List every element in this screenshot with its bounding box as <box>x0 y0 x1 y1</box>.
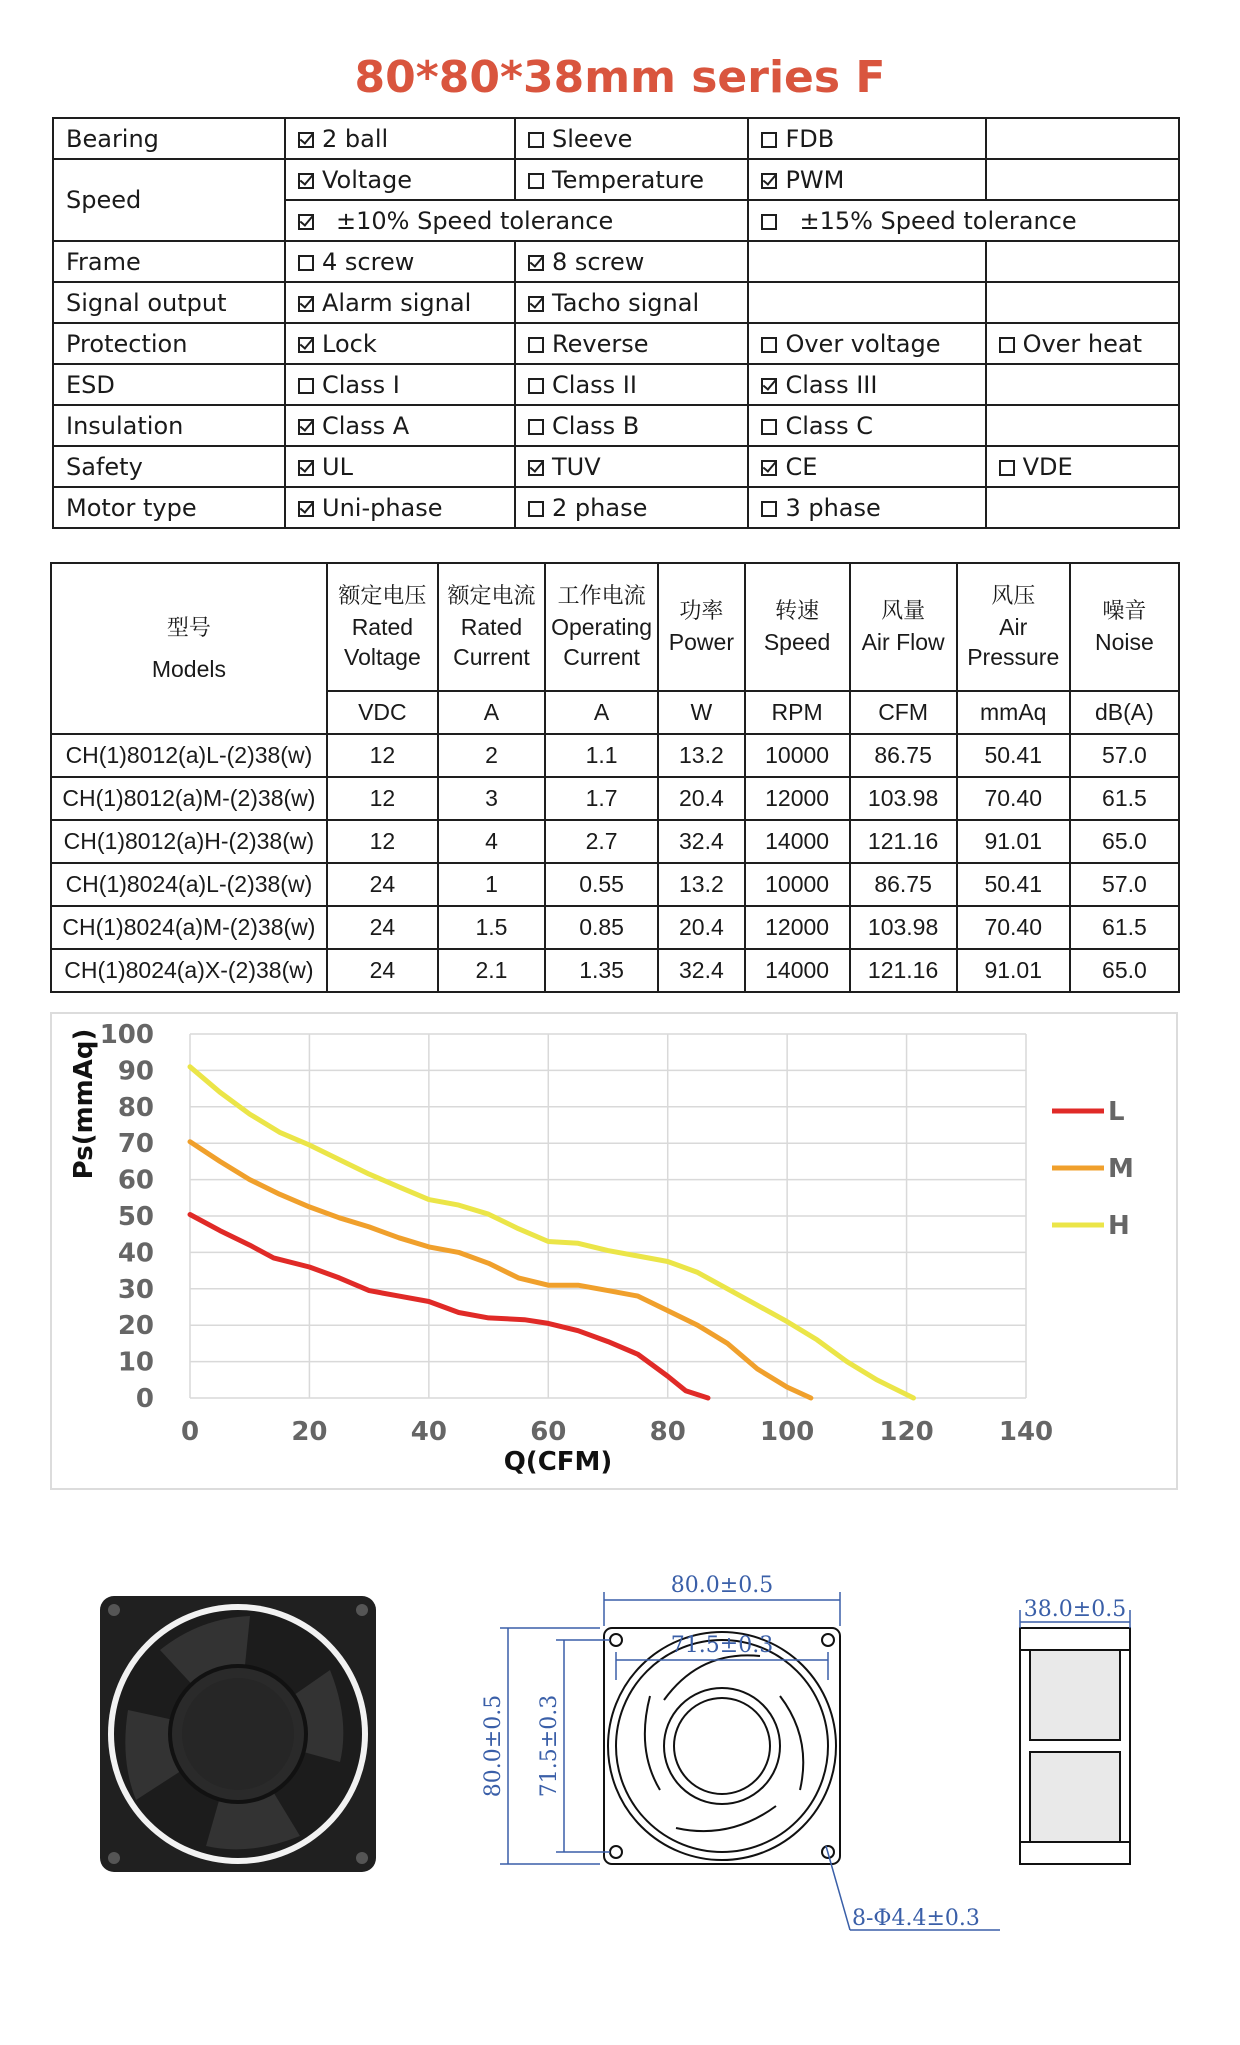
x-tick-label: 20 <box>291 1417 328 1447</box>
x-tick-label: 80 <box>649 1417 686 1447</box>
spec-row-label: ESD <box>53 364 285 405</box>
pq-curve-chart <box>50 1012 1178 1490</box>
spec-option-cell <box>748 487 985 528</box>
header-en: Operating <box>551 614 653 640</box>
value-cell: 70.40 <box>957 906 1070 949</box>
chart-svg <box>52 1014 1176 1488</box>
spec-row-label: Insulation <box>53 405 285 446</box>
checked-box-icon <box>761 378 777 394</box>
spec-row <box>53 405 1179 446</box>
inner-height-dim: 71.5±0.3 <box>537 1694 562 1798</box>
spec-option-cell <box>748 200 1179 241</box>
value-cell: 86.75 <box>850 734 957 777</box>
value-cell: 121.16 <box>850 820 957 863</box>
spec-row-label: Protection <box>53 323 285 364</box>
spec-option-cell <box>515 118 748 159</box>
spec-option-cell <box>515 282 748 323</box>
unit-cell: W <box>658 691 744 734</box>
series-line-H <box>190 1067 914 1398</box>
value-cell: 86.75 <box>850 863 957 906</box>
unchecked-box-icon <box>298 255 314 271</box>
header-en: Pressure <box>967 644 1060 670</box>
depth-dim: 38.0±0.5 <box>1023 1597 1127 1622</box>
spec-option-cell <box>515 364 748 405</box>
value-cell: 3 <box>438 777 545 820</box>
model-cell: CH(1)8012(a)M-(2)38(w) <box>51 777 327 820</box>
spec-row <box>53 323 1179 364</box>
spec-option-cell <box>986 446 1179 487</box>
holes-dim: 8-Φ4.4±0.3 <box>852 1906 980 1931</box>
y-tick-label: 60 <box>117 1165 154 1196</box>
value-cell: 65.0 <box>1070 820 1179 863</box>
spec-option-cell <box>748 446 985 487</box>
unchecked-box-icon <box>761 132 777 148</box>
value-cell: 32.4 <box>658 949 744 992</box>
header-en: Rated <box>351 614 414 640</box>
spec-option-cell <box>986 118 1179 159</box>
value-cell: 61.5 <box>1070 906 1179 949</box>
value-cell: 61.5 <box>1070 777 1179 820</box>
model-cell: CH(1)8024(a)L-(2)38(w) <box>51 863 327 906</box>
x-tick-label: 140 <box>998 1417 1054 1447</box>
spec-option-label: VDE <box>1022 452 1073 481</box>
spec-option-cell <box>748 118 985 159</box>
header-zh: 额定电压 <box>338 584 427 609</box>
spec-option-cell <box>986 364 1179 405</box>
unchecked-box-icon <box>999 337 1015 353</box>
checked-box-icon <box>528 296 544 312</box>
value-cell: 13.2 <box>658 734 744 777</box>
spec-option-label: PWM <box>785 165 845 194</box>
value-cell: 2.7 <box>545 820 658 863</box>
spec-option-label: Class II <box>552 370 637 399</box>
value-cell: 1.7 <box>545 777 658 820</box>
unit-cell: dB(A) <box>1070 691 1179 734</box>
models-table <box>50 562 1180 993</box>
spec-option-cell <box>986 241 1179 282</box>
header-en: Air Flow <box>861 629 945 655</box>
spec-option-cell <box>515 405 748 446</box>
models-header-row <box>51 563 1179 691</box>
front-view-drawing <box>604 1628 840 1864</box>
header-zh: 转速 <box>775 599 820 624</box>
y-axis-label: Ps(mmAq) <box>69 1028 99 1180</box>
spec-option-cell <box>285 323 515 364</box>
spec-row-label: Safety <box>53 446 285 487</box>
value-cell: 10000 <box>745 734 850 777</box>
spec-option-cell <box>285 118 515 159</box>
spec-option-cell <box>285 405 515 446</box>
spec-option-label: Class B <box>552 411 640 440</box>
value-cell: 24 <box>327 863 438 906</box>
unchecked-box-icon <box>528 378 544 394</box>
spec-row <box>53 241 1179 282</box>
unchecked-box-icon <box>999 460 1015 476</box>
spec-row <box>53 118 1179 159</box>
checked-box-icon <box>761 460 777 476</box>
x-tick-label: 60 <box>530 1417 567 1447</box>
value-cell: 65.0 <box>1070 949 1179 992</box>
spec-row <box>53 446 1179 487</box>
x-tick-label: 120 <box>879 1417 934 1447</box>
value-cell: 50.41 <box>957 863 1070 906</box>
y-tick-label: 80 <box>117 1092 154 1123</box>
value-cell: 24 <box>327 949 438 992</box>
spec-row <box>53 282 1179 323</box>
y-tick-label: 10 <box>117 1347 154 1378</box>
checked-box-icon <box>298 419 314 435</box>
fan-photo <box>100 1596 376 1872</box>
spec-option-cell <box>748 241 985 282</box>
value-cell: 12 <box>327 734 438 777</box>
value-cell: 2.1 <box>438 949 545 992</box>
spec-option-label: Class III <box>785 370 878 399</box>
spec-option-cell <box>285 241 515 282</box>
side-view-drawing <box>1020 1628 1130 1864</box>
spec-row-label: Bearing <box>53 118 285 159</box>
legend-label-L: L <box>1108 1097 1125 1127</box>
spec-option-label: Tacho signal <box>552 288 700 317</box>
spec-table <box>52 117 1180 529</box>
value-cell: 32.4 <box>658 820 744 863</box>
unit-cell: VDC <box>327 691 438 734</box>
spec-option-label: Reverse <box>552 329 649 358</box>
spec-option-cell <box>285 159 515 200</box>
unchecked-box-icon <box>528 337 544 353</box>
value-cell: 12000 <box>745 906 850 949</box>
spec-row-label: Motor type <box>53 487 285 528</box>
model-cell: CH(1)8024(a)M-(2)38(w) <box>51 906 327 949</box>
unit-cell: CFM <box>850 691 957 734</box>
value-cell: 20.4 <box>658 906 744 949</box>
table-row <box>51 949 1179 992</box>
value-cell: 57.0 <box>1070 734 1179 777</box>
header-zh: 额定电流 <box>447 584 536 609</box>
unchecked-box-icon <box>298 378 314 394</box>
spec-row <box>53 159 1179 200</box>
value-cell: 24 <box>327 906 438 949</box>
value-cell: 20.4 <box>658 777 744 820</box>
spec-option-cell <box>748 364 985 405</box>
spec-option-label: Voltage <box>322 165 413 194</box>
checked-box-icon <box>298 173 314 189</box>
spec-option-label: CE <box>785 452 818 481</box>
value-cell: 4 <box>438 820 545 863</box>
legend-label-H: H <box>1108 1211 1130 1241</box>
checked-box-icon <box>761 173 777 189</box>
y-tick-label: 40 <box>117 1238 154 1269</box>
spec-option-cell <box>986 159 1179 200</box>
header-en: Rated <box>460 614 523 640</box>
y-tick-label: 30 <box>117 1274 154 1305</box>
spec-option-label: 2 ball <box>322 124 389 153</box>
x-axis-label: Q(CFM) <box>503 1447 613 1477</box>
model-cell: CH(1)8024(a)X-(2)38(w) <box>51 949 327 992</box>
spec-option-label: Sleeve <box>552 124 633 153</box>
spec-option-cell <box>986 405 1179 446</box>
spec-option-label: Lock <box>322 329 377 358</box>
value-cell: 1.5 <box>438 906 545 949</box>
value-cell: 12000 <box>745 777 850 820</box>
inner-width-dim: 71.5±0.3 <box>670 1633 774 1658</box>
unit-cell: A <box>545 691 658 734</box>
column-header-cell <box>327 563 438 691</box>
unchecked-box-icon <box>761 419 777 435</box>
spec-option-cell <box>986 282 1179 323</box>
header-zh: 型号 <box>166 615 211 641</box>
spec-option-label: Alarm signal <box>322 288 472 317</box>
spec-option-cell <box>285 364 515 405</box>
spec-option-label: 8 screw <box>552 247 645 276</box>
spec-option-label: Over heat <box>1022 329 1143 358</box>
value-cell: 14000 <box>745 949 850 992</box>
spec-option-cell <box>515 241 748 282</box>
model-cell: CH(1)8012(a)L-(2)38(w) <box>51 734 327 777</box>
outer-height-dim: 80.0±0.5 <box>481 1694 506 1798</box>
header-zh: 风量 <box>881 599 926 624</box>
spec-option-cell <box>515 159 748 200</box>
column-header-cell <box>1070 563 1179 691</box>
spec-row <box>53 364 1179 405</box>
checked-box-icon <box>298 132 314 148</box>
value-cell: 13.2 <box>658 863 744 906</box>
spec-option-cell <box>748 282 985 323</box>
y-tick-label: 100 <box>99 1020 154 1050</box>
spec-option-label: FDB <box>785 124 835 153</box>
checked-box-icon <box>528 255 544 271</box>
unchecked-box-icon <box>528 132 544 148</box>
column-header-cell <box>438 563 545 691</box>
value-cell: 0.55 <box>545 863 658 906</box>
spec-option-label: Class I <box>322 370 400 399</box>
header-en: Voltage <box>344 644 421 670</box>
value-cell: 91.01 <box>957 949 1070 992</box>
header-en: Models <box>151 655 226 682</box>
y-tick-label: 0 <box>135 1384 154 1414</box>
unchecked-box-icon <box>528 501 544 517</box>
unchecked-box-icon <box>761 337 777 353</box>
unchecked-box-icon <box>528 419 544 435</box>
spec-option-label: UL <box>322 452 353 481</box>
spec-option-cell <box>515 323 748 364</box>
checked-box-icon <box>298 214 314 230</box>
spec-option-label: 4 screw <box>322 247 415 276</box>
outer-width-dim: 80.0±0.5 <box>670 1573 774 1598</box>
value-cell: 12 <box>327 777 438 820</box>
spec-option-label: 2 phase <box>552 493 648 522</box>
table-row <box>51 777 1179 820</box>
y-tick-label: 20 <box>117 1311 154 1342</box>
models-header-cell <box>51 563 327 734</box>
checked-box-icon <box>298 337 314 353</box>
spec-option-label: Class C <box>785 411 873 440</box>
unit-cell: A <box>438 691 545 734</box>
spec-option-cell <box>748 159 985 200</box>
spec-row <box>53 487 1179 528</box>
value-cell: 10000 <box>745 863 850 906</box>
spec-option-label: Over voltage <box>785 329 941 358</box>
spec-option-cell <box>986 487 1179 528</box>
checked-box-icon <box>298 460 314 476</box>
header-en: Noise <box>1095 629 1154 655</box>
unchecked-box-icon <box>761 501 777 517</box>
spec-option-cell <box>285 200 748 241</box>
model-cell: CH(1)8012(a)H-(2)38(w) <box>51 820 327 863</box>
legend-label-M: M <box>1108 1154 1134 1184</box>
spec-option-label: ±15% Speed tolerance <box>799 206 1077 235</box>
page-title: 80*80*38mm series F <box>354 52 886 103</box>
x-tick-label: 100 <box>760 1417 815 1447</box>
spec-option-cell <box>515 487 748 528</box>
table-row <box>51 906 1179 949</box>
column-header-cell <box>850 563 957 691</box>
value-cell: 50.41 <box>957 734 1070 777</box>
unchecked-box-icon <box>528 173 544 189</box>
spec-option-label: Temperature <box>552 165 705 194</box>
spec-option-cell <box>515 446 748 487</box>
x-tick-label: 40 <box>410 1417 447 1447</box>
y-tick-label: 50 <box>117 1202 154 1232</box>
header-en: Speed <box>763 629 831 655</box>
value-cell: 2 <box>438 734 545 777</box>
header-en: Air <box>999 614 1028 640</box>
y-tick-label: 70 <box>117 1129 154 1160</box>
header-zh: 风压 <box>991 584 1036 609</box>
unit-cell: RPM <box>745 691 850 734</box>
spec-row-label: Speed <box>53 159 285 241</box>
table-row <box>51 863 1179 906</box>
value-cell: 103.98 <box>850 906 957 949</box>
header-zh: 功率 <box>679 599 724 624</box>
series-line-L <box>190 1215 708 1399</box>
spec-option-cell <box>748 405 985 446</box>
column-header-cell <box>545 563 658 691</box>
table-row <box>51 820 1179 863</box>
checked-box-icon <box>298 501 314 517</box>
value-cell: 14000 <box>745 820 850 863</box>
header-en: Power <box>668 629 734 655</box>
checked-box-icon <box>298 296 314 312</box>
column-header-cell <box>745 563 850 691</box>
spec-option-cell <box>285 487 515 528</box>
spec-option-label: ±10% Speed tolerance <box>336 206 614 235</box>
spec-option-cell <box>748 323 985 364</box>
spec-option-label: Uni-phase <box>322 493 443 522</box>
value-cell: 12 <box>327 820 438 863</box>
unchecked-box-icon <box>761 214 777 230</box>
spec-row-label: Frame <box>53 241 285 282</box>
value-cell: 1.35 <box>545 949 658 992</box>
value-cell: 57.0 <box>1070 863 1179 906</box>
spec-option-label: 3 phase <box>785 493 881 522</box>
spec-option-cell <box>986 323 1179 364</box>
header-en: Current <box>453 644 530 670</box>
header-en: Current <box>563 644 640 670</box>
value-cell: 103.98 <box>850 777 957 820</box>
value-cell: 91.01 <box>957 820 1070 863</box>
value-cell: 121.16 <box>850 949 957 992</box>
unit-cell: mmAq <box>957 691 1070 734</box>
value-cell: 1 <box>438 863 545 906</box>
spec-option-cell <box>285 446 515 487</box>
dimension-drawings <box>0 1500 1240 2040</box>
spec-row-label: Signal output <box>53 282 285 323</box>
value-cell: 70.40 <box>957 777 1070 820</box>
x-tick-label: 0 <box>180 1417 200 1447</box>
value-cell: 0.85 <box>545 906 658 949</box>
column-header-cell <box>658 563 744 691</box>
table-row <box>51 734 1179 777</box>
spec-option-cell <box>285 282 515 323</box>
y-tick-label: 90 <box>117 1056 154 1087</box>
spec-option-label: TUV <box>552 452 601 481</box>
checked-box-icon <box>528 460 544 476</box>
spec-option-label: Class A <box>322 411 410 440</box>
column-header-cell <box>957 563 1070 691</box>
header-zh: 噪音 <box>1102 599 1147 624</box>
header-zh: 工作电流 <box>557 584 646 609</box>
value-cell: 1.1 <box>545 734 658 777</box>
